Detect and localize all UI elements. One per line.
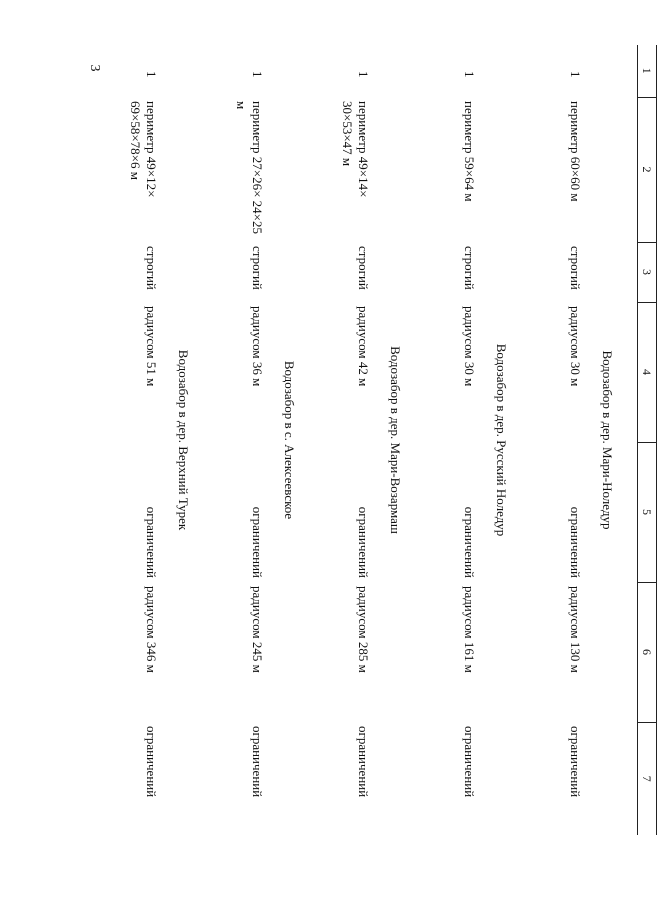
- zone3-cell: ограничений: [462, 726, 477, 798]
- zone2-cell: ограничений: [250, 506, 265, 578]
- radius1-cell: радиусом 42 м: [356, 306, 371, 387]
- zone1-cell: строгий: [462, 246, 477, 290]
- row-number: 1: [250, 71, 265, 78]
- header-cell: 3: [638, 242, 657, 302]
- radius2-cell: радиусом 245 м: [250, 586, 265, 673]
- radius1-cell: радиусом 30 м: [462, 306, 477, 387]
- section-title: Водозабор в с. Алексеевское: [282, 360, 297, 520]
- radius2-cell: радиусом 130 м: [568, 586, 583, 673]
- header-cell: 5: [638, 442, 657, 582]
- section-title-row: [159, 45, 209, 835]
- water-intake-zones-table: [103, 45, 657, 835]
- page-number: 3: [87, 64, 102, 72]
- zone3-cell: ограничений: [568, 726, 583, 798]
- section-title: Водозабор в дер. Мари-Возармаш: [388, 346, 403, 534]
- zone1-cell: строгий: [250, 246, 265, 290]
- radius2-cell: радиусом 346 м: [144, 586, 159, 673]
- radius2-cell: радиусом 285 м: [356, 586, 371, 673]
- row-number: 1: [462, 71, 477, 78]
- perimeter-cell: периметр 59×64 м: [462, 101, 477, 202]
- perimeter-cell: периметр 49×12× 69×58×78×6 м: [128, 101, 159, 198]
- row-number: 1: [568, 71, 583, 78]
- header-cell: 7: [638, 722, 657, 835]
- section-title-row: [265, 45, 315, 835]
- zone1-cell: строгий: [144, 246, 159, 290]
- zone3-cell: ограничений: [250, 726, 265, 798]
- header-cell: 1: [638, 45, 657, 97]
- zone2-cell: ограничений: [144, 506, 159, 578]
- section-title-row: [371, 45, 421, 835]
- zone2-cell: ограничений: [568, 506, 583, 578]
- zone2-cell: ограничений: [462, 506, 477, 578]
- section-title: Водозабор в дер. Мари-Ноледур: [600, 350, 615, 530]
- table-row: [421, 45, 477, 835]
- zone3-cell: ограничений: [144, 726, 159, 798]
- perimeter-cell: периметр 49×14× 30×53×47 м: [340, 101, 371, 198]
- row-number: 1: [356, 71, 371, 78]
- section-title: Водозабор в дер. Верхний Турек: [176, 349, 191, 531]
- section-title-row: [477, 45, 527, 835]
- header-cell: 2: [638, 97, 657, 242]
- section-title: Водозабор в дер. Русский Ноледур: [494, 343, 509, 537]
- row-number: 1: [144, 71, 159, 78]
- radius1-cell: радиусом 30 м: [568, 306, 583, 387]
- radius1-cell: радиусом 51 м: [144, 306, 159, 387]
- header-cell: 6: [638, 582, 657, 722]
- table-row: [209, 45, 265, 835]
- table-row: [315, 45, 371, 835]
- table-row: [103, 45, 159, 835]
- header-cell: 4: [638, 302, 657, 442]
- radius2-cell: радиусом 161 м: [462, 586, 477, 673]
- perimeter-cell: периметр 60×60 м: [568, 101, 583, 202]
- radius1-cell: радиусом 36 м: [250, 306, 265, 387]
- zone1-cell: строгий: [568, 246, 583, 290]
- zone2-cell: ограничений: [356, 506, 371, 578]
- rotated-document: [128, 45, 657, 835]
- section-title-row: [583, 45, 638, 835]
- perimeter-cell: периметр 27×26× 24×25 м: [234, 101, 265, 235]
- table-row: [527, 45, 583, 835]
- zone1-cell: строгий: [356, 246, 371, 290]
- header-row: [638, 45, 657, 835]
- zone3-cell: ограничений: [356, 726, 371, 798]
